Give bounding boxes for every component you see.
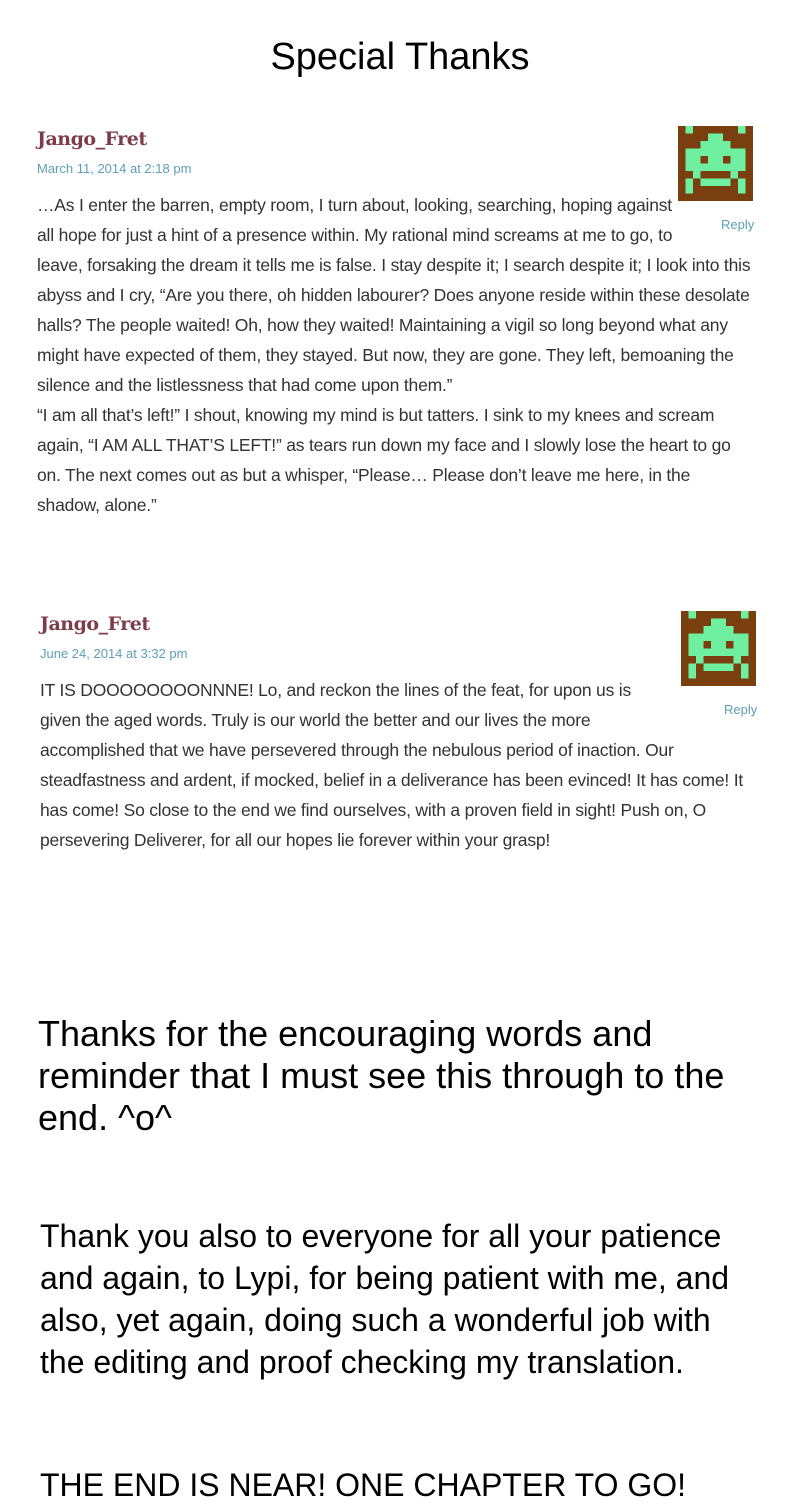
comment-date-link[interactable]: March 11, 2014 at 2:18 pm	[37, 161, 192, 176]
comment-paragraph: …As I enter the barren, empty room, I turn about, looking, searching, hoping against all hope for just a hint of a presence within. My rational mind screams at me to go, to leave, forsaking the dream it tells me is false. I stay despite it; I search despite it; I look into this abyss and I cry, “Are you there, oh hidden labourer? Does anyone reside within these desolate halls? The people waited! Oh, how they waited! Maintaining a vigil so long beyond what any might have expected of them, they stayed. But now, they are gone. They left, bemoaning the silence and the listlessness that had come upon them.”	[37, 195, 751, 395]
comment-paragraph: IT IS DOOOOOOOONNNE! Lo, and reckon the lines of the feat, for upon us is given the aged words. Truly is our world the better and our lives the more accomplished that we have persevered through the nebulous period of inaction. Our steadfastness and ardent, if mocked, belief in a deliverance has been evinced! It has come! It has come! So close to the end we find ourselves, with a proven field in sight! Push on, O persevering Deliverer, for all our hopes lie forever within your grasp!	[40, 680, 744, 850]
comment-paragraph: “I am all that’s left!” I shout, knowing my mind is but tatters. I sink to my knees and scream again, “I AM ALL THAT’S LEFT!” as tears run down my face and I slowly lose the heart to go on. The next comes out as but a whisper, “Please… Please don’t leave me here, in the shadow, alone.”	[37, 405, 731, 515]
thanks-everyone-note: Thank you also to everyone for all your patience and again, to Lypi, for being patient with me, and also, yet again, doing such a wonderful job with the editing and proof checking my translation.	[40, 1218, 730, 1380]
thanks-note: Thanks for the encouraging words and reminder that I must see this through to the end. ^o^	[38, 1013, 725, 1138]
end-near-note: THE END IS NEAR! ONE CHAPTER TO GO!	[40, 1467, 687, 1503]
comment-date-link[interactable]: June 24, 2014 at 3:32 pm	[40, 646, 188, 661]
reply-link[interactable]: Reply	[724, 702, 758, 717]
comment-author-link[interactable]: Jango_Fret	[37, 128, 147, 150]
comment-body	[37, 190, 753, 520]
comment-author-link[interactable]: Jango_Fret	[40, 613, 150, 635]
page-title: Special Thanks	[270, 36, 530, 78]
comment-body	[40, 675, 756, 855]
reply-link[interactable]: Reply	[721, 217, 755, 232]
